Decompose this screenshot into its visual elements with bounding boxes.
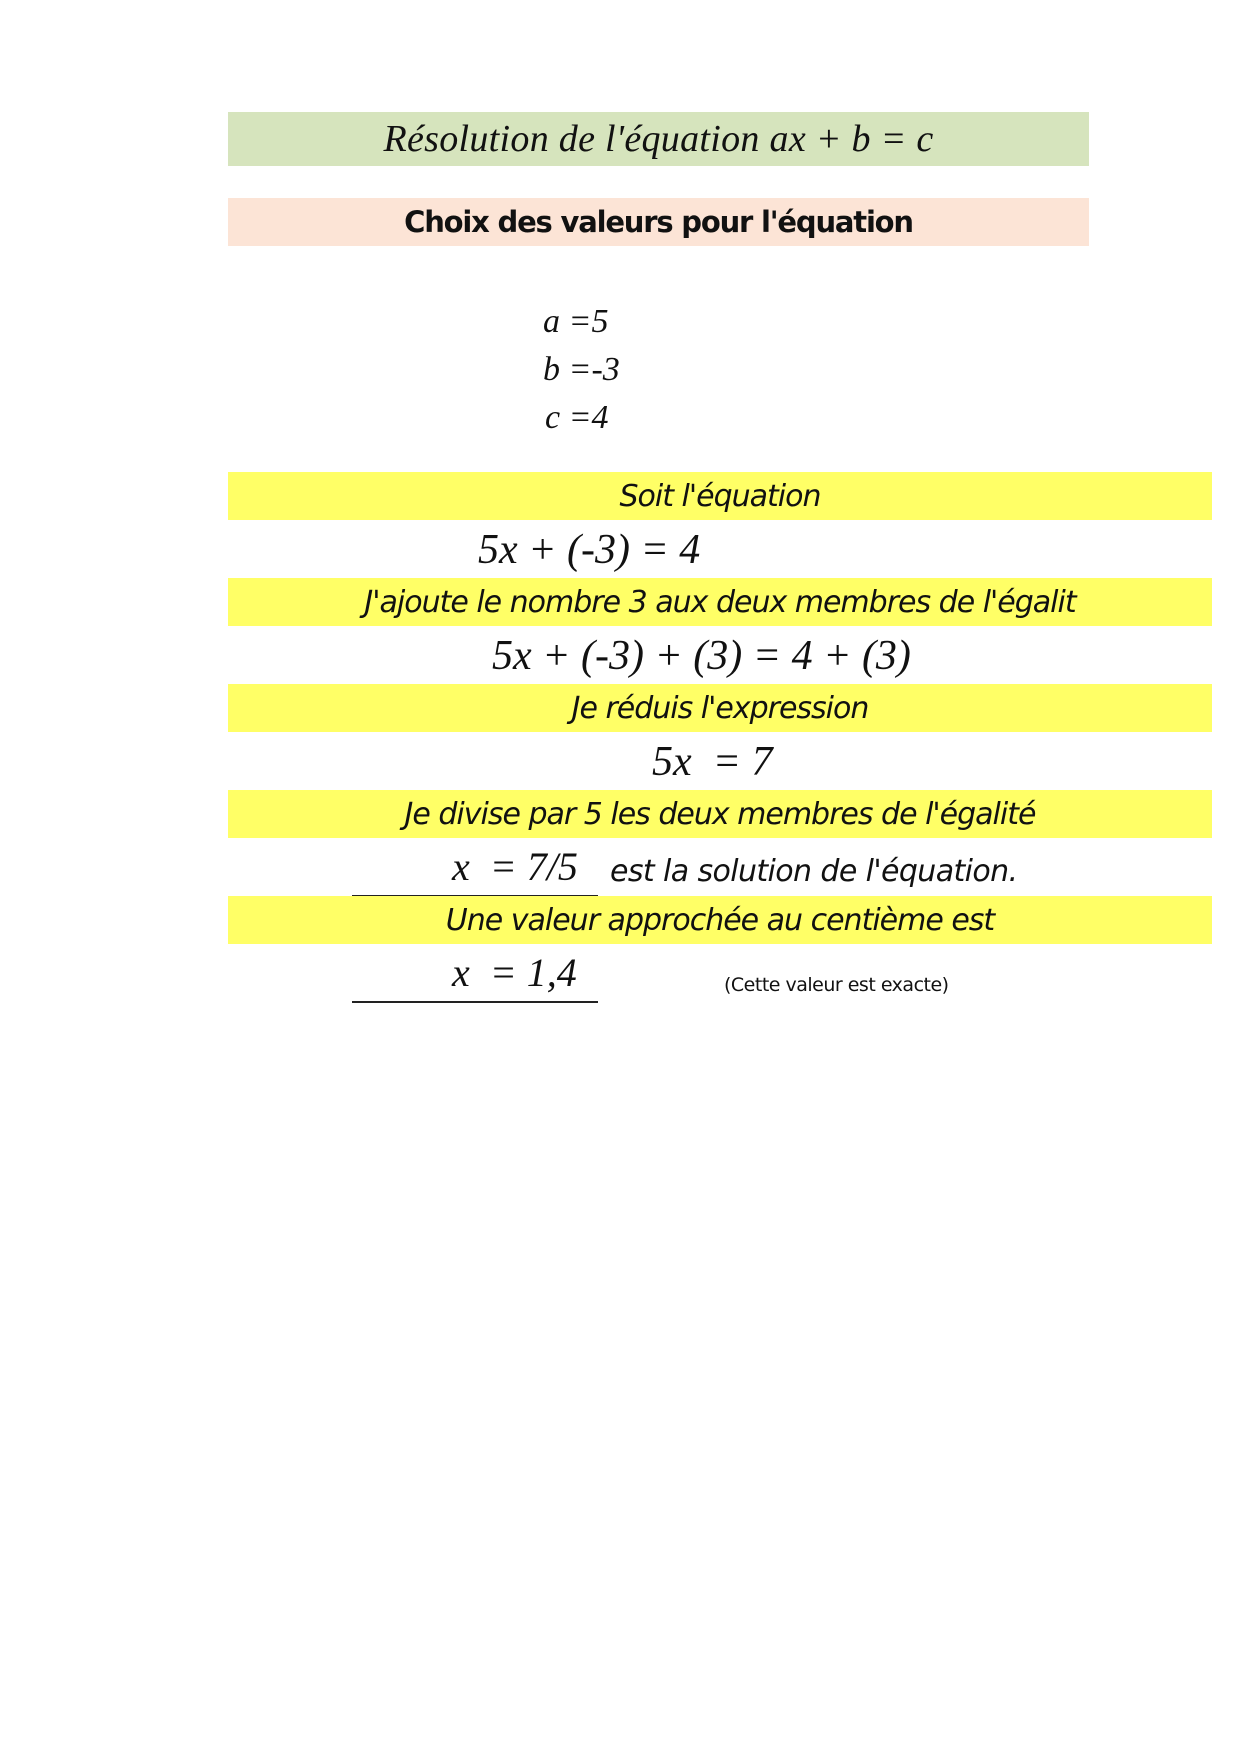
- step-heading-band: [228, 684, 1212, 732]
- subtitle-band: [228, 198, 1089, 246]
- exact-note: (Cette valeur est exacte): [724, 974, 949, 996]
- solution-caption: est la solution de l'équation.: [610, 854, 1018, 889]
- step-heading-band: [228, 896, 1212, 944]
- solution-expression: x = 7/5: [452, 844, 578, 889]
- param-a-cell[interactable]: a =5: [543, 303, 609, 340]
- step-heading: Je divise par 5 les deux membres de l'égalité: [404, 796, 1036, 832]
- step-heading-band: [228, 472, 1212, 520]
- equation-reduced: 5x = 7: [652, 739, 773, 785]
- section-title: Choix des valeurs pour l'équation: [404, 205, 913, 239]
- step-heading: J'ajoute le nombre 3 aux deux membres de l'égalit: [364, 584, 1076, 620]
- page-title: Résolution de l'équation ax + b = c: [383, 118, 934, 160]
- step-heading: Une valeur approchée au centième est: [445, 902, 995, 938]
- param-b-cell[interactable]: b =-3: [543, 351, 620, 388]
- step-heading-band: [228, 578, 1212, 626]
- equation-add-step: 5x + (-3) + (3) = 4 + (3): [492, 633, 911, 679]
- approx-value: x = 1,4: [452, 950, 577, 995]
- step-heading: Soit l'équation: [619, 478, 821, 514]
- approx-underline: [352, 1001, 598, 1003]
- step-heading-band: [228, 790, 1212, 838]
- step-heading: Je réduis l'expression: [571, 690, 869, 726]
- param-c-cell[interactable]: c =4: [545, 399, 609, 436]
- title-band: [228, 112, 1089, 166]
- equation-initial: 5x + (-3) = 4: [478, 527, 701, 573]
